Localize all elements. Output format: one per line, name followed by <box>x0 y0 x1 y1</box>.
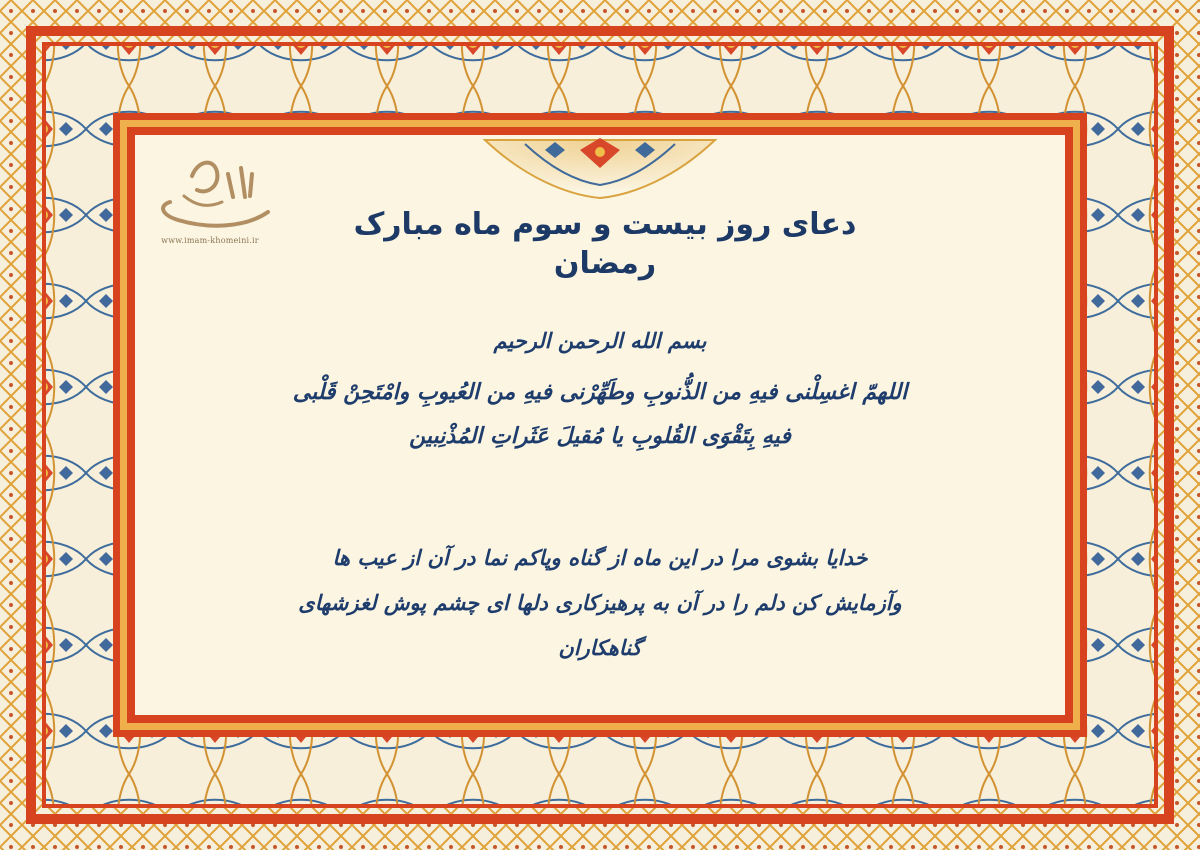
khamenei-logo-icon <box>150 150 280 250</box>
persian-translation <box>150 535 1050 670</box>
card-title: دعای روز بیست و سوم ماه مبارک رمضان <box>353 207 857 281</box>
arabic-line-1: اللهمّ اغسِلْنی فیهِ من الذُّنوبِ وطَهِّرْنی فیهِ من العُیوبِ وامْتَحِنْ قَلْبی <box>292 379 908 405</box>
persian-line-2: وآزمایش کن دلم را در آن به پرهیزکاری دلها ای چشم پوش لغزشهای <box>298 590 902 615</box>
arabic-line-2: فیهِ بِتَقْوَی القُلوبِ یا مُقیلَ عَثَراتِ المُذْنِبین <box>409 423 791 449</box>
persian-line-1: خدایا بشوی مرا در این ماه از گناه وپاکم نما در آن از عیب ها <box>332 545 868 570</box>
bismillah-text: بسم الله الرحمن الرحیم <box>493 328 707 353</box>
logo-url: www.imam-khomeini.ir <box>161 236 259 245</box>
arabic-prayer <box>150 370 1050 458</box>
persian-line-3: گناهکاران <box>558 635 642 660</box>
